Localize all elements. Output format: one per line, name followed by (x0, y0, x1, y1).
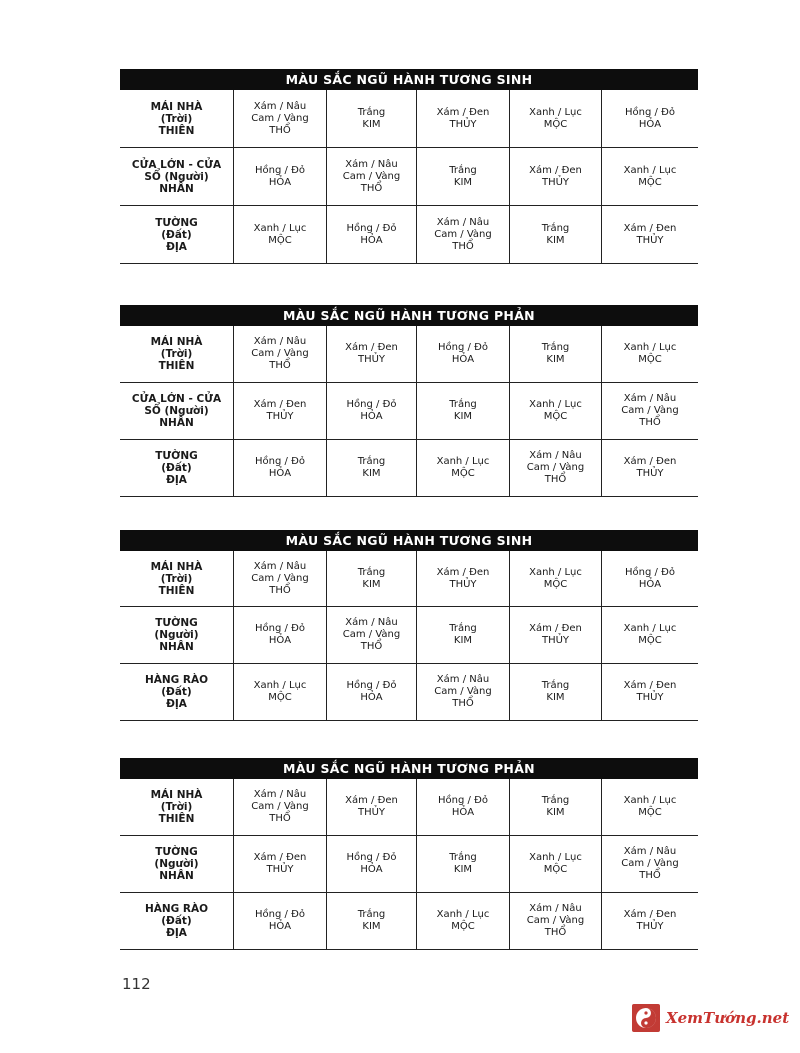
cell-line: Hồng / Đỏ (625, 106, 675, 118)
row-header-line: NHÂN (159, 870, 194, 882)
cell-line: HỎA (268, 468, 292, 479)
row-header-line: THIÊN (158, 124, 195, 137)
table-title: MÀU SẮC NGŨ HÀNH TƯƠNG SINH (120, 530, 698, 551)
color-element-cell (601, 90, 698, 148)
cell-line: Xanh / Lục (529, 852, 582, 863)
cell-line: KIM (453, 411, 473, 422)
row-header-line: NHÂN (159, 417, 194, 429)
row-header (120, 148, 233, 206)
color-element-cell (326, 779, 416, 836)
cell-line: Xám / Đen (345, 795, 398, 806)
row-header (120, 607, 233, 664)
cell-line: MỘC (638, 176, 662, 188)
cell-line: Xám / Nâu (253, 100, 307, 112)
color-element-cell (416, 664, 509, 721)
color-element-cell (233, 148, 326, 206)
cell-line: Xanh / Lục (253, 222, 307, 234)
cell-line: Xám / Đen (623, 680, 677, 691)
cell-line: Xanh / Lục (623, 623, 677, 634)
cell-line: Xám / Đen (529, 623, 582, 634)
cell-line: HỎA (268, 921, 292, 932)
cell-line: THỔ (269, 584, 291, 596)
row-header (120, 664, 233, 721)
cell-line: MỘC (638, 635, 662, 646)
cell-line: KIM (453, 864, 473, 875)
color-element-cell (233, 836, 326, 893)
cell-line: Hồng / Đỏ (255, 909, 305, 920)
cell-line: MỘC (638, 807, 662, 818)
cell-line: Xám / Đen (529, 164, 582, 176)
cell-line: THỦY (266, 864, 294, 875)
cell-line: Xám / Nâu (436, 674, 490, 685)
cell-line: THỦY (357, 354, 386, 365)
row-header-line: HÀNG RÀO (144, 903, 209, 915)
cell-line: Xám / Nâu (253, 336, 307, 347)
row-header-line: (Đất) (161, 462, 192, 474)
color-element-cell (233, 326, 326, 383)
cell-line: THỔ (269, 124, 291, 136)
row-header-line: TƯỜNG (155, 617, 198, 629)
color-element-cell (416, 779, 509, 836)
cell-line: Xám / Nâu (436, 216, 490, 228)
cell-line: THỦY (449, 118, 477, 130)
color-element-cell (509, 148, 601, 206)
cell-line: Xanh / Lục (623, 795, 677, 806)
cell-line: Xanh / Lục (436, 456, 490, 467)
cell-line: Hồng / Đỏ (346, 399, 397, 410)
watermark-text: XemTướng.net (666, 1009, 790, 1027)
cell-line: Xanh / Lục (253, 680, 307, 691)
row-header (120, 326, 233, 383)
color-element-cell (416, 893, 509, 950)
cell-line: MỘC (451, 921, 475, 932)
color-element-cell (509, 836, 601, 893)
cell-line: Hồng / Đỏ (346, 852, 397, 863)
row-header-line: ĐỊA (166, 240, 187, 253)
cell-line: Cam / Vàng (251, 572, 309, 584)
row-header-line: MÁI NHÀ (150, 100, 203, 113)
color-element-cell (601, 326, 698, 383)
row-header-line: NHÂN (159, 182, 194, 195)
cell-line: Trắng (541, 342, 570, 353)
cell-line: Xanh / Lục (623, 342, 677, 353)
color-element-cell (509, 326, 601, 383)
color-element-cell (509, 551, 601, 607)
row-header-line: (Trời) (160, 348, 193, 360)
color-element-cell (233, 206, 326, 264)
cell-line: MỘC (543, 864, 568, 875)
cell-line: Xám / Nâu (529, 903, 582, 914)
cell-line: Cam / Vàng (251, 112, 309, 124)
cell-line: Cam / Vàng (434, 686, 492, 697)
cell-line: THỦY (357, 807, 386, 818)
row-header-line: HÀNG RÀO (144, 674, 209, 686)
cell-line: Xám / Nâu (253, 560, 307, 572)
color-element-cell (326, 383, 416, 440)
color-element-cell (601, 206, 698, 264)
color-element-cell (233, 893, 326, 950)
color-element-cell (326, 206, 416, 264)
color-element-cell (233, 440, 326, 497)
cell-line: Xám / Nâu (623, 846, 677, 857)
cell-line: Xám / Đen (623, 456, 677, 467)
color-element-cell (601, 664, 698, 721)
color-element-cell (233, 551, 326, 607)
cell-line: MỘC (543, 118, 568, 130)
cell-line: THỦY (636, 468, 664, 479)
cell-line: Xám / Đen (436, 566, 490, 578)
cell-line: MỘC (543, 411, 568, 422)
color-element-cell (509, 607, 601, 664)
color-element-cell (233, 664, 326, 721)
cell-line: MỘC (451, 468, 475, 479)
cell-line: THỦY (541, 176, 570, 188)
row-header-line: (Trời) (160, 572, 193, 585)
color-element-cell (416, 383, 509, 440)
cell-line: Hồng / Đỏ (346, 680, 397, 691)
row-header-line: (Đất) (161, 686, 192, 698)
color-element-cell (326, 607, 416, 664)
color-element-cell (326, 893, 416, 950)
cell-line: KIM (546, 807, 565, 818)
cell-line: MỘC (543, 578, 568, 590)
color-element-cell (416, 551, 509, 607)
cell-line: Xám / Đen (253, 852, 307, 863)
cell-line: HỎA (360, 234, 383, 246)
row-header-line: (Người) (154, 858, 199, 870)
cell-line: Xám / Đen (345, 342, 398, 353)
color-element-cell (601, 893, 698, 950)
cell-line: MỘC (268, 234, 292, 246)
cell-line: MỘC (638, 354, 662, 365)
cell-line: Hồng / Đỏ (255, 623, 305, 634)
row-header-line: (Đất) (161, 228, 192, 241)
cell-line: KIM (546, 354, 565, 365)
row-header-line: ĐỊA (166, 698, 187, 710)
cell-line: Trắng (449, 399, 477, 410)
cell-line: Hồng / Đỏ (625, 566, 675, 578)
cell-line: THỦY (541, 635, 570, 646)
color-element-cell (601, 607, 698, 664)
color-element-cell (509, 440, 601, 497)
color-element-cell (509, 664, 601, 721)
cell-line: HỎA (638, 118, 662, 130)
cell-line: Xám / Đen (436, 106, 490, 118)
cell-line: Xám / Nâu (345, 617, 398, 628)
cell-line: THỔ (639, 870, 661, 881)
cell-line: Xám / Nâu (345, 158, 398, 170)
row-header-line: (Trời) (160, 112, 193, 125)
row-header-line: THIÊN (158, 813, 195, 825)
cell-line: THỦY (636, 921, 664, 932)
color-element-cell (233, 90, 326, 148)
row-header-line: MÁI NHÀ (150, 789, 203, 801)
color-element-cell (233, 607, 326, 664)
cell-line: Xám / Nâu (529, 450, 582, 461)
cell-line: Xanh / Lục (529, 399, 582, 410)
cell-line: Hồng / Đỏ (346, 222, 397, 234)
cell-line: KIM (362, 118, 381, 130)
cell-line: Cam / Vàng (621, 405, 679, 416)
color-element-cell (326, 326, 416, 383)
color-table-tuong-phan-1 (120, 305, 698, 497)
table-grid (120, 551, 698, 721)
color-element-cell (601, 779, 698, 836)
cell-line: Trắng (357, 566, 386, 578)
color-element-cell (416, 836, 509, 893)
cell-line: Trắng (449, 852, 477, 863)
page-number: 112 (122, 975, 151, 993)
row-header (120, 836, 233, 893)
color-element-cell (416, 607, 509, 664)
row-header-line: TƯỜNG (155, 450, 198, 462)
cell-line: HỎA (360, 692, 383, 703)
color-element-cell (416, 148, 509, 206)
cell-line: Trắng (541, 222, 570, 234)
cell-line: THỔ (360, 641, 383, 652)
table-title: MÀU SẮC NGŨ HÀNH TƯƠNG PHẢN (120, 305, 698, 326)
cell-line: Cam / Vàng (251, 801, 309, 812)
cell-line: Trắng (449, 623, 477, 634)
color-element-cell (509, 206, 601, 264)
cell-line: Hồng / Đỏ (438, 342, 488, 353)
color-element-cell (601, 836, 698, 893)
color-element-cell (233, 383, 326, 440)
cell-line: KIM (453, 176, 473, 188)
row-header-line: THIÊN (158, 584, 195, 597)
cell-line: THỔ (452, 698, 474, 709)
cell-line: HỎA (268, 635, 292, 646)
color-element-cell (509, 779, 601, 836)
color-element-cell (233, 779, 326, 836)
row-header-line: NHÂN (159, 641, 194, 653)
cell-line: HỎA (638, 578, 662, 590)
cell-line: Cam / Vàng (342, 170, 401, 182)
color-element-cell (326, 90, 416, 148)
cell-line: Cam / Vàng (526, 462, 585, 473)
cell-line: THỔ (269, 813, 291, 824)
table-grid (120, 326, 698, 497)
row-header-line: TƯỜNG (155, 216, 198, 229)
cell-line: KIM (546, 234, 565, 246)
row-header (120, 383, 233, 440)
cell-line: THỔ (544, 927, 567, 938)
color-element-cell (416, 90, 509, 148)
color-table-tuong-phan-2 (120, 758, 698, 950)
cell-line: Cam / Vàng (621, 858, 679, 869)
table-grid (120, 779, 698, 950)
cell-line: Hồng / Đỏ (438, 795, 488, 806)
row-header-line: (Người) (154, 629, 199, 641)
cell-line: Cam / Vàng (434, 228, 492, 240)
cell-line: KIM (362, 921, 381, 932)
cell-line: Cam / Vàng (251, 348, 309, 359)
color-element-cell (601, 440, 698, 497)
cell-line: Cam / Vàng (342, 629, 401, 640)
row-header (120, 893, 233, 950)
cell-line: MỘC (268, 692, 292, 703)
color-element-cell (509, 893, 601, 950)
cell-line: Trắng (449, 164, 477, 176)
color-element-cell (416, 440, 509, 497)
cell-line: Xám / Nâu (253, 789, 307, 800)
table-title: MÀU SẮC NGŨ HÀNH TƯƠNG PHẢN (120, 758, 698, 779)
color-element-cell (416, 206, 509, 264)
row-header (120, 551, 233, 607)
cell-line: Xanh / Lục (623, 164, 677, 176)
cell-line: THỦY (449, 578, 477, 590)
color-element-cell (326, 664, 416, 721)
row-header-line: SỔ (Người) (144, 405, 209, 417)
table-grid (120, 90, 698, 264)
cell-line: Trắng (357, 909, 386, 920)
cell-line: Xám / Đen (253, 399, 307, 410)
cell-line: KIM (362, 578, 381, 590)
row-header (120, 90, 233, 148)
cell-line: THỦY (266, 411, 294, 422)
cell-line: THỦY (636, 692, 664, 703)
color-element-cell (601, 148, 698, 206)
color-element-cell (326, 440, 416, 497)
cell-line: Hồng / Đỏ (255, 164, 305, 176)
color-table-tuong-sinh-2 (120, 530, 698, 721)
cell-line: Xám / Đen (623, 222, 677, 234)
cell-line: Hồng / Đỏ (255, 456, 305, 467)
row-header-line: ĐỊA (166, 474, 187, 486)
cell-line: Trắng (357, 106, 386, 118)
cell-line: THỔ (639, 417, 661, 428)
row-header-line: CỬA LỚN - CỬA (131, 158, 222, 171)
color-element-cell (326, 148, 416, 206)
row-header-line: (Trời) (160, 801, 193, 813)
row-header-line: (Đất) (161, 915, 192, 927)
cell-line: Xanh / Lục (529, 566, 582, 578)
color-element-cell (509, 90, 601, 148)
row-header-line: ĐỊA (166, 927, 187, 939)
row-header (120, 206, 233, 264)
cell-line: Xám / Nâu (623, 393, 677, 404)
row-header (120, 440, 233, 497)
color-element-cell (326, 551, 416, 607)
cell-line: Xám / Đen (623, 909, 677, 920)
cell-line: HỎA (360, 411, 383, 422)
row-header-line: SỔ (Người) (144, 170, 209, 183)
color-element-cell (326, 836, 416, 893)
row-header-line: THIÊN (158, 360, 195, 372)
cell-line: THỔ (360, 182, 383, 194)
row-header-line: MÁI NHÀ (150, 560, 203, 573)
cell-line: Trắng (541, 680, 570, 691)
cell-line: HỎA (268, 176, 292, 188)
watermark-logo (632, 1000, 792, 1036)
cell-line: Cam / Vàng (526, 915, 585, 926)
color-element-cell (416, 326, 509, 383)
cell-line: KIM (453, 635, 473, 646)
row-header-line: TƯỜNG (155, 846, 198, 858)
color-table-tuong-sinh-1 (120, 69, 698, 264)
cell-line: HỎA (360, 864, 383, 875)
cell-line: Xanh / Lục (529, 106, 582, 118)
row-header (120, 779, 233, 836)
cell-line: THỔ (544, 474, 567, 485)
table-title: MÀU SẮC NGŨ HÀNH TƯƠNG SINH (120, 69, 698, 90)
row-header-line: CỬA LỚN - CỬA (131, 393, 222, 405)
yin-yang-icon (632, 1004, 660, 1032)
cell-line: THỦY (636, 234, 664, 246)
cell-line: Xanh / Lục (436, 909, 490, 920)
color-element-cell (601, 383, 698, 440)
cell-line: THỔ (452, 240, 474, 252)
cell-line: Trắng (357, 456, 386, 467)
color-element-cell (509, 383, 601, 440)
cell-line: THỔ (269, 360, 291, 371)
cell-line: KIM (362, 468, 381, 479)
row-header-line: MÁI NHÀ (150, 336, 203, 348)
color-element-cell (601, 551, 698, 607)
cell-line: KIM (546, 692, 565, 703)
cell-line: HỎA (451, 807, 475, 818)
cell-line: HỎA (451, 354, 475, 365)
cell-line: Trắng (541, 795, 570, 806)
